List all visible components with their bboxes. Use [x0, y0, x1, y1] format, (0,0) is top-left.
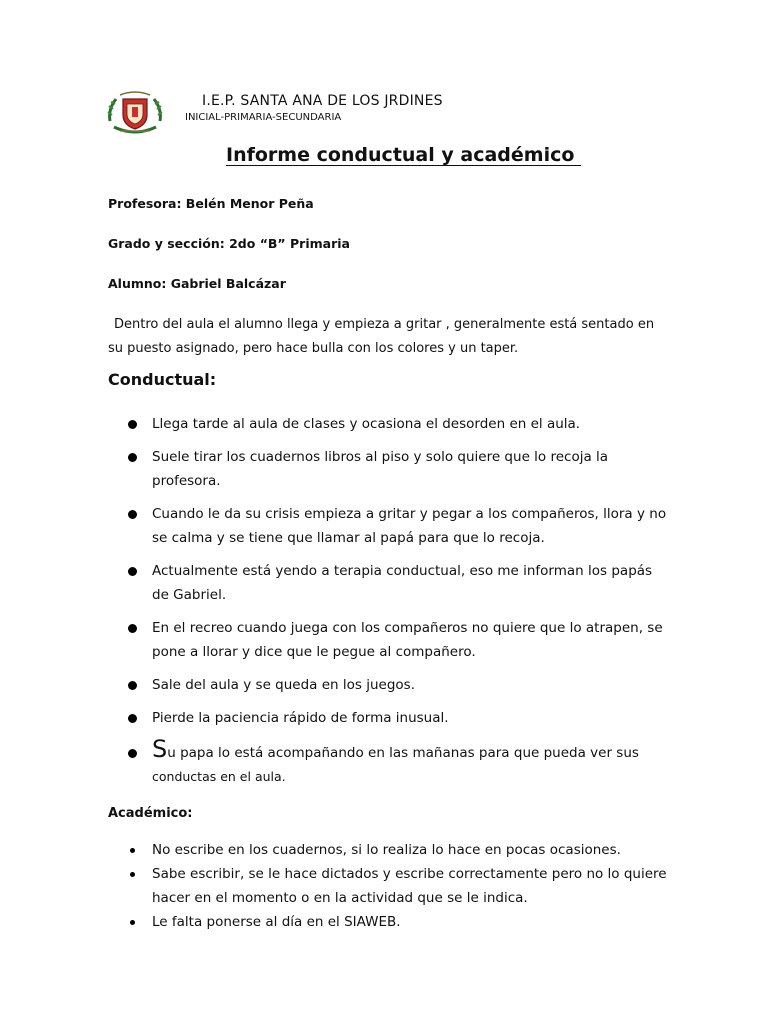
list-item: Actualmente está yendo a terapia conductual, eso me informan los papás de Gabriel. — [128, 559, 668, 607]
bullet-icon — [128, 510, 137, 519]
intro-paragraph: Dentro del aula el alumno llega y empieza a gritar , generalmente está sentado en su puesto asignado, pero hace bulla con los colores y un taper. — [108, 317, 655, 356]
list-item: No escribe en los cuadernos, si lo realiza lo hace en pocas ocasiones. — [128, 838, 668, 862]
academico-list — [128, 838, 668, 934]
school-name: I.E.P. SANTA ANA DE LOS JRDINES — [202, 93, 443, 109]
bullet-icon — [128, 567, 137, 576]
drop-letter: S — [152, 735, 168, 763]
student-line: Alumno: Gabriel Balcázar — [108, 276, 286, 291]
list-item: En el recreo cuando juega con los compañeros no quiere que lo atrapen, se pone a llorar y dice que le pegue al compañero. — [128, 616, 668, 664]
bullet-icon — [130, 848, 135, 853]
school-levels: INICIAL-PRIMARIA-SECUNDARIA — [185, 112, 342, 123]
list-item: Pierde la paciencia rápido de forma inusual. — [128, 706, 668, 730]
school-crest-icon — [106, 91, 164, 135]
bullet-icon — [128, 453, 137, 462]
list-item: Sale del aula y se queda en los juegos. — [128, 673, 668, 697]
grade-line: Grado y sección: 2do “B” Primaria — [108, 236, 350, 251]
list-item: Sabe escribir, se le hace dictados y escribe correctamente pero no lo quiere hacer en el momento o en la actividad que se le indica. — [128, 862, 668, 910]
list-item: Suele tirar los cuadernos libros al piso y solo quiere que lo recoja la profesora. — [128, 445, 668, 493]
bullet-icon — [128, 624, 137, 633]
list-item: Cuando le da su crisis empieza a gritar y pegar a los compañeros, llora y no se calma y se tiene que llamar al papá para que lo recoja. — [128, 502, 668, 550]
list-item: Llega tarde al aula de clases y ocasiona el desorden en el aula. — [128, 412, 668, 436]
academico-heading: Académico: — [108, 806, 193, 821]
bullet-icon — [128, 420, 137, 429]
teacher-line: Profesora: Belén Menor Peña — [108, 196, 314, 211]
bullet-icon — [128, 681, 137, 690]
bullet-icon — [130, 872, 135, 877]
bullet-icon — [128, 749, 137, 758]
list-item: Su papa lo está acompañando en las mañanas para que pueda ver sus conductas en el aula. — [128, 739, 668, 789]
conductual-list — [128, 412, 668, 798]
list-item: Le falta ponerse al día en el SIAWEB. — [128, 910, 668, 934]
bullet-icon — [128, 714, 137, 723]
conductual-heading: Conductual: — [108, 370, 217, 389]
bullet-icon — [130, 920, 135, 925]
document-title: Informe conductual y académico — [226, 144, 582, 166]
